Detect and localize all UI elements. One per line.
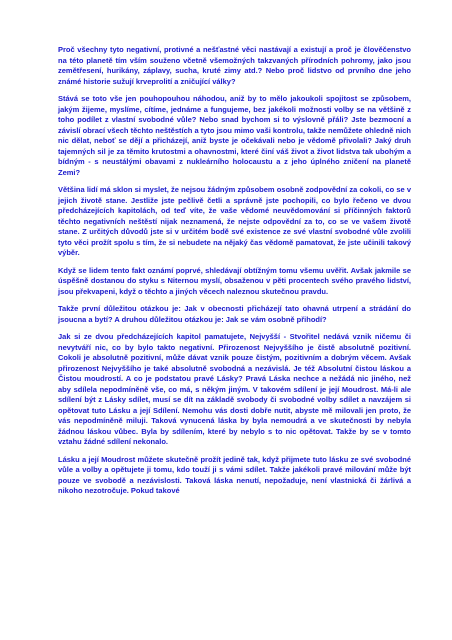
document-page (58, 45, 411, 497)
paragraph-gap (58, 325, 411, 332)
paragraph-gap (58, 178, 411, 185)
paragraph-5: Takže první důležitou otázkou je: Jak v obecnosti přicházejí tato ohavná utrpení a strádání do jsoucna a bytí? A druhou důležitou otázkou je: Jak se vám osobně přihodí? (58, 304, 411, 324)
paragraph-gap (58, 297, 411, 304)
paragraph-7: Lásku a její Moudrost můžete skutečně prožít jedině tak, když přijmete tuto lásku ze své svobodné vůle a volby a opětujete ji tomu, kdo touží ji s vámi sdílet. Takže jakékoli pravé milování může být pouze ve svobodě a nezávislosti. Taková láska nenutí, nepožaduje, není vlastnická či žárlivá a nikoho nezotročuje. Pokud takové (58, 454, 411, 495)
paragraph-gap (58, 448, 411, 455)
paragraph-gap (58, 87, 411, 94)
paragraph-4: Když se lidem tento fakt oznámí poprvé, shledávají obtížným tomu všemu uvěřit. Avšak jakmile se úspěšně dostanou do styku s Niternou myslí, obsaženou v pěti procentech svého pravého lidství, jsou překvapeni, když o těchto a jiných věcech naleznou skutečnou pravdu. (58, 265, 411, 296)
paragraph-1: Proč všechny tyto negativní, protivné a nešťastné věci nastávají a existují a proč je člověčenstvo na této planetě tím vším souženo včetně všemožných takzvaných přírodních pohromy, jako jsou zemětřesení, hurikány, záplavy, sucha, kruté zimy atd.? Nebo proč lidstvo od prvního dne jeho známé historie sužují krveprolití a zničující války? (58, 45, 411, 86)
paragraph-2: Stává se toto vše jen pouhopouhou náhodou, aniž by to mělo jakoukoli spojitost se způsobem, jakým žijeme, myslíme, cítíme, jednáme a fungujeme, bez jakékoli možnosti volby se na většině z toho podílet z vlastní svobodné vůle? Nebo snad bychom si to výslovně přáli? Jste bezmocní a závislí obrací všech těchto neštěstích a tyto jsou mimo vaši kontrolu, takže nemůžete ohledně nich nic dělat, neboť se dějí a přicházejí, aniž byste je očekávali nebo je vědomě přivolali? Jaký druh tajemných sil je za těmito krutostmi a ohavnostmi, které činí váš život a život lidstva tak ubohým a bídným - s neustálými obavami z nukleárního holocaustu a z jeho úplného zničení na planetě Zemi? (58, 94, 411, 177)
paragraph-3: Většina lidí má sklon si myslet, že nejsou žádným způsobem osobně zodpovědní za cokoli, co se v jejich životě stane. Jestliže jste pečlivě četli a správně jste pochopili, co bylo řečeno ve dvou předcházejících kapitolách, od teď víte, že vaše vědomé neuvědomování si příčinných faktorů těchto negativních neštěstí nijak neznamená, že nejste odpovědní za to, co se ve vašem životě stane. Z určitých důvodů jste si v určitém bodě své existence ze své vlastní svobodné vůle zvolili tyto věci prožít spolu s tím, že si nebudete na nějaký čas vědomě pamatovat, že jste učinili takový výběr. (58, 185, 411, 257)
paragraph-6: Jak si ze dvou předcházejících kapitol pamatujete, Nejvyšší - Stvořitel nedává vznik ničemu či nevytváří nic, co by bylo takto negativní. Přirozenost Nejvyššího je čistě absolutně pozitivní. Cokoli je absolutně pozitivní, může dávat vznik pouze čistým, pozitivním a dobrým věcem. Avšak přirozenost Nejvyššího je také absolutně svobodná a nezávislá. Je též Absolutní čistou láskou a Čistou moudrostí. A co je podstatou pravé Lásky? Pravá Láska nechce a nežádá nic jiného, než aby sdílela nepodmíněně vše, co má, s někým jiným. V takovém sdílení je její Moudrost. Má-li ale sdílení být z Lásky sdílet, musí se dít na základě svobody či svobodné volby sdílet a navzájem si opětovat tuto Lásku a její Sdílení. Nemohu vás dosti dobře nutit, abyste mě milovali jen proto, že vás nepodmíněně miluji. Taková vynucená láska by byla nemoudrá a ve skutečnosti by nebyla žádnou láskou vůbec. Byla by sdílením, které by nebylo s to nic opětovat. Takže by se v tomto vztahu žádné sdílení nekonalo. (58, 332, 411, 446)
paragraph-gap (58, 259, 411, 266)
